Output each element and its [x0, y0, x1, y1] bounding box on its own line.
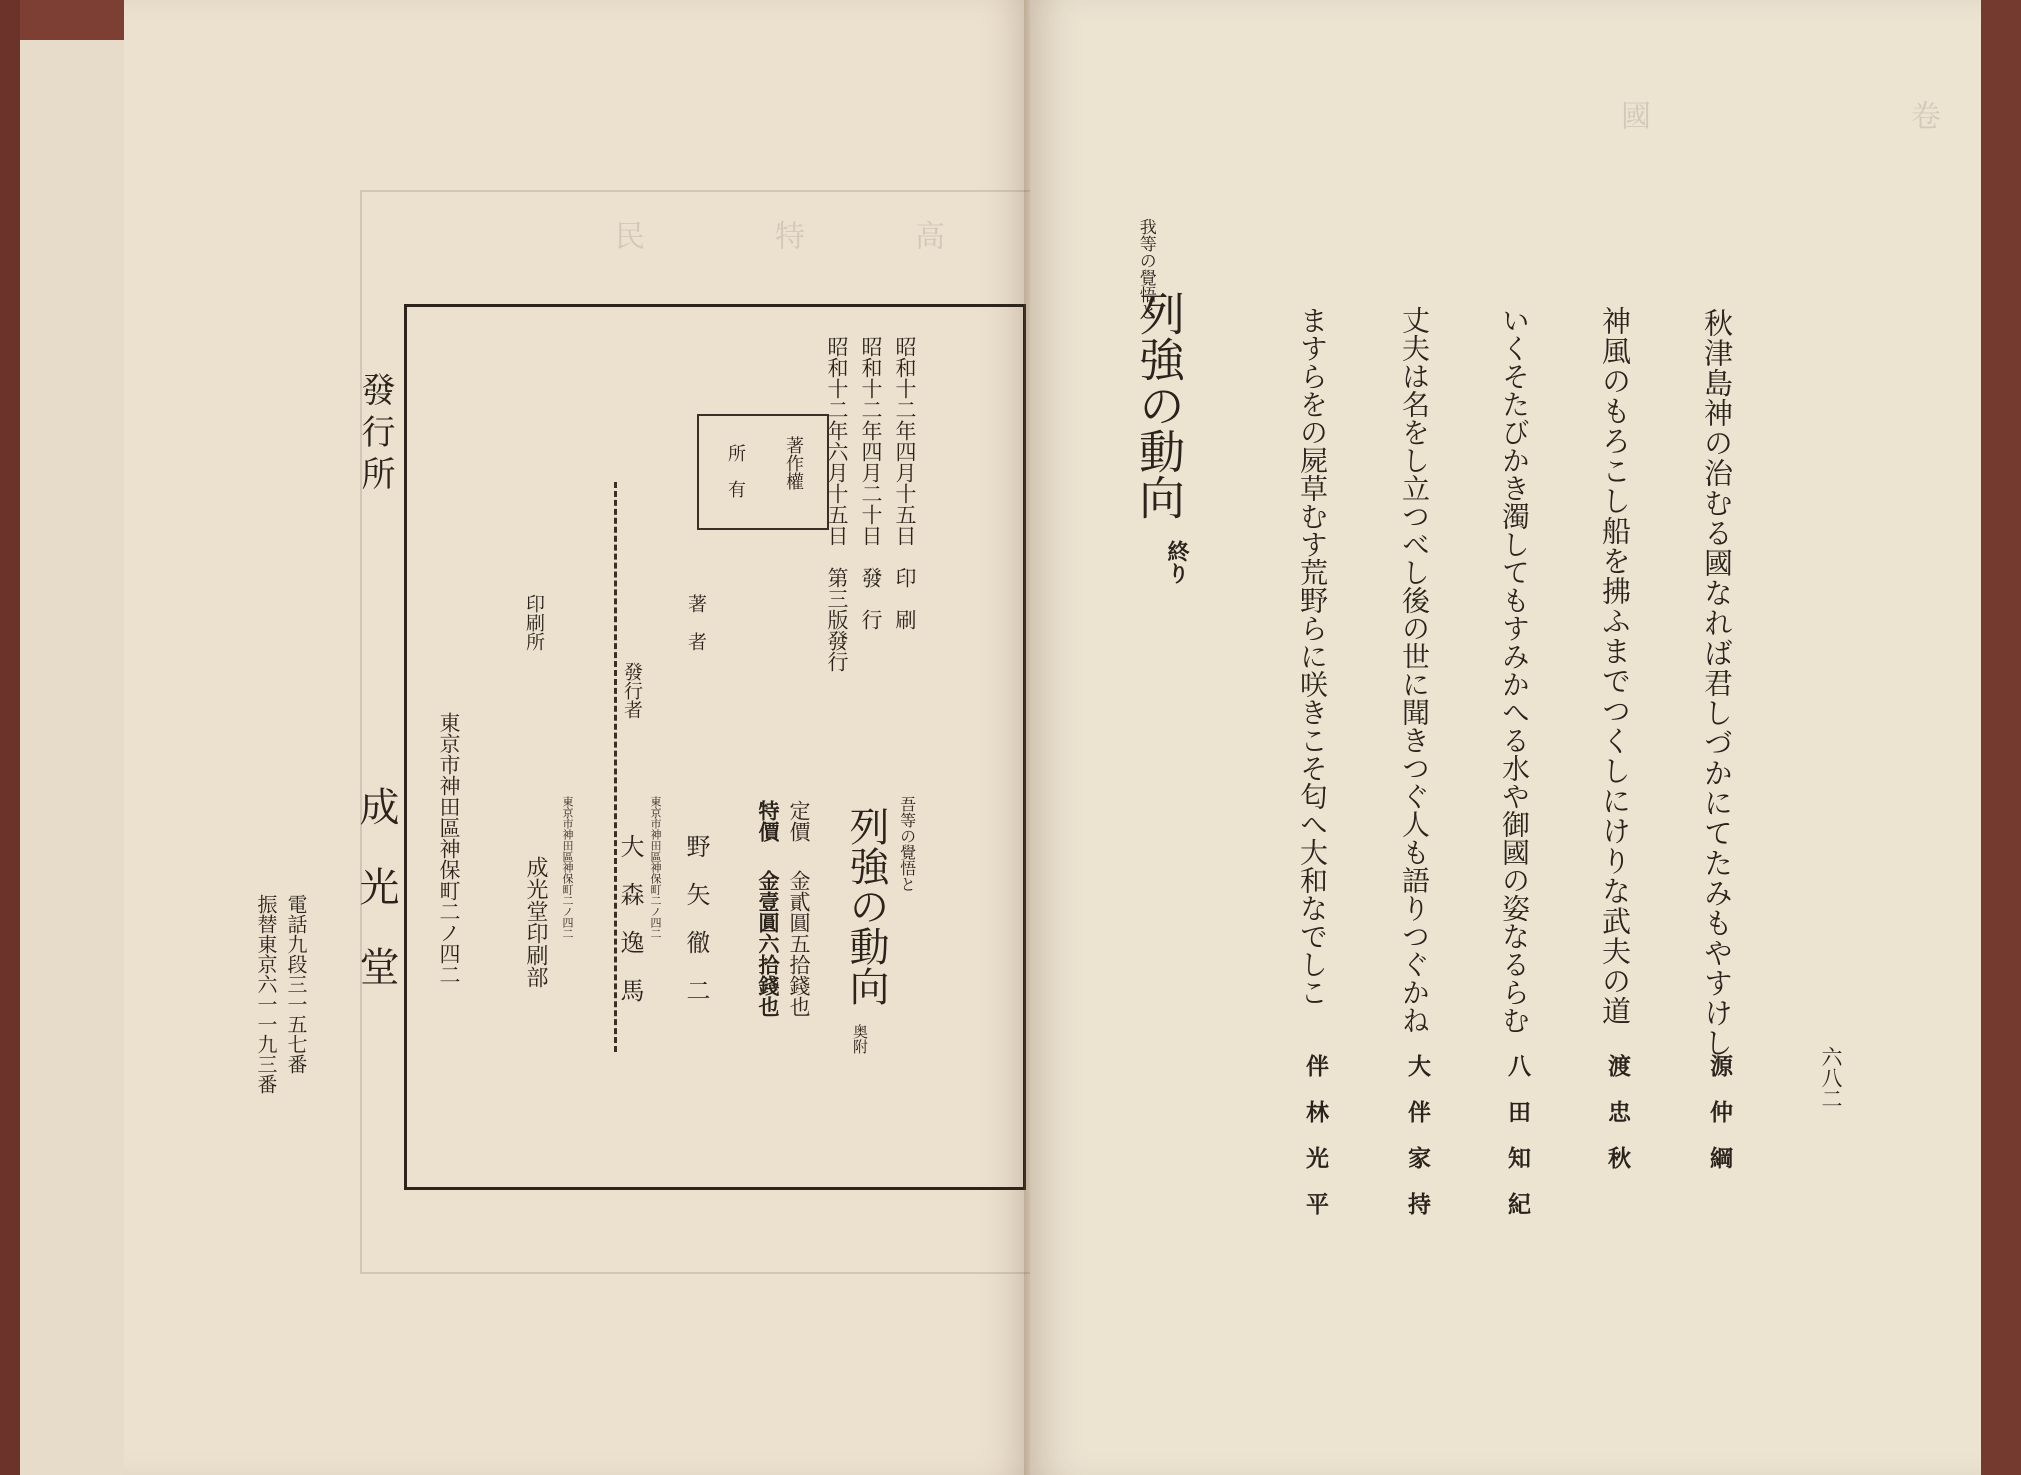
page-edge-left [20, 40, 126, 1475]
publishing-office-address: 東京市神田區神保町二ノ四二 [437, 712, 461, 985]
poem-text: ますらをの屍草むす荒野らに咲きこそ匂へ大和なでしこ [1296, 306, 1329, 1006]
book-cover-edge [1981, 0, 2021, 1475]
copyright-box [697, 414, 829, 530]
dashed-divider [614, 482, 631, 1052]
poem-text: 神風のもろこし船を拂ふまでつくしにけりな武夫の道 [1598, 306, 1632, 1026]
show-through-text: 卷 [1905, 100, 1940, 130]
poem-text: 丈夫は名をし立つべし後の世に聞きつぐ人も語りつぐかね [1398, 306, 1431, 1034]
publishing-office-label: 發行所 [355, 372, 395, 498]
poem-author: 大 伴 家 持 [1404, 1054, 1431, 1215]
copyright-text: 著作權 [783, 436, 804, 490]
publisher-name: 大 森 逸 馬 [616, 834, 644, 1002]
end-title: 列強の動向 [1132, 290, 1186, 520]
show-through-text: 民 [609, 220, 644, 250]
poem-page [1030, 0, 1981, 1475]
book-subtitle: 吾等の覺悟と [897, 796, 917, 892]
poem-text: いくそたびかき濁してもすみかへる水や御國の姿なるらむ [1498, 306, 1531, 1034]
page-number: 六八二 [1819, 1046, 1843, 1109]
show-through-text: 高 [909, 220, 944, 250]
postal-transfer-number: 振替東京六一一九三番 [254, 894, 278, 1094]
printer-name: 成光堂印刷部 [523, 856, 548, 988]
publisher-address: 東京市神田區神保町二ノ四二 [649, 796, 662, 939]
regular-price-label: 定價 [787, 800, 811, 842]
publisher-label: 發行者 [621, 662, 643, 719]
book-title: 列強の動向 [843, 806, 889, 1006]
end-subtitle: 我等の覺悟と [1135, 218, 1156, 320]
colophon-page [124, 0, 1030, 1475]
third-edition-date: 昭和十二年六月十五日 第三版發行 [825, 336, 849, 672]
show-through-text: 國 [1615, 100, 1650, 130]
phone-number: 電話九段三一五七番 [284, 894, 308, 1074]
book-note: 奥附 [851, 1024, 869, 1054]
print-date: 昭和十二年四月十五日 印 刷 [893, 336, 917, 630]
poem-author: 源 仲 綱 [1706, 1054, 1733, 1169]
author-name: 野 矢 徹 二 [682, 834, 710, 1002]
regular-price-value: 金貳圓五拾錢也 [787, 870, 811, 1017]
book-cover-edge [0, 0, 20, 1475]
special-price-value: 金壹圓六拾錢也 [756, 870, 781, 1017]
poem-text: 秋津島神の治むる國なれば君しづかにてたみもやすけし [1700, 308, 1734, 1058]
show-through-text: 特 [769, 220, 804, 250]
poem-author: 伴 林 光 平 [1302, 1054, 1329, 1215]
printer-address: 東京市神田區神保町二ノ四二 [561, 796, 574, 939]
poem-author: 渡 忠 秋 [1604, 1054, 1631, 1169]
publish-date: 昭和十二年四月二十日 發 行 [859, 336, 883, 630]
printer-label: 印刷所 [523, 594, 545, 651]
publishing-office-name: 成 光 堂 [353, 786, 399, 986]
copyright-text: 所有 [725, 444, 746, 516]
author-label: 著 者 [685, 594, 707, 651]
end-mark: 終り [1164, 540, 1190, 584]
special-price-label: 特價 [756, 800, 781, 842]
poem-author: 八 田 知 紀 [1504, 1054, 1531, 1215]
